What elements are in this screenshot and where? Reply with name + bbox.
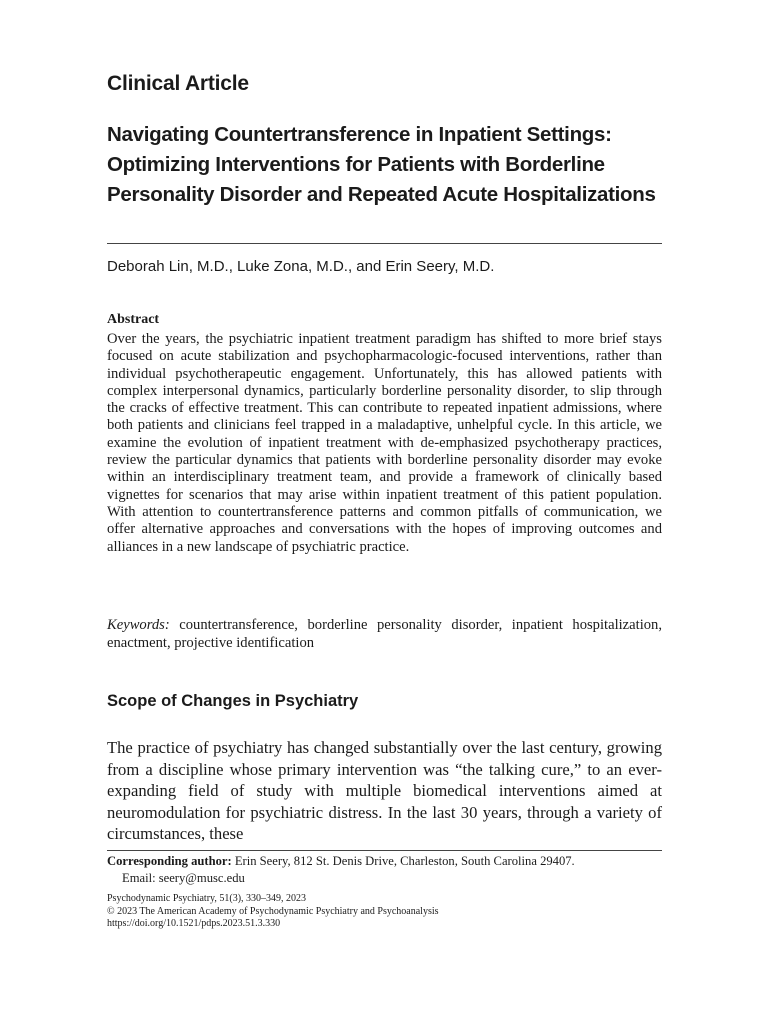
abstract-text: Over the years, the psychiatric inpatient treatment paradigm has shifted to more brief stays focused on acute stabilization and psychopharmacologic-focused interventions, rather than individual psychotherapeutic engagement. Unfortunately, this has allowed patients with complex interpersonal dynamics, particularly borderline personality disorder, to slip through the cracks of effective treatment. This can contribute to repeated inpatient admissions, where both patients and clinicians feel trapped in a maladaptive, unhelpful cycle. In this article, we examine the evolution of inpatient treatment with de-emphasized psychotherapy practices, review the particular dynamics that patients with borderline personality disorder may evoke within an interdisciplinary treatment team, and provide a framework of clinically based vignettes for scenarios that may arise within inpatient treatment of this patient population. With attention to countertransference patterns and common pitfalls of communication, we offer alternative approaches and conversations with the hopes of improving outcomes and alliances in a new landscape of psychiatric practice. <box>107 331 662 555</box>
journal-citation: Psychodynamic Psychiatry, 51(3), 330–349, 2023 <box>107 893 307 904</box>
journal-info <box>107 893 439 931</box>
corresponding-author-note <box>107 853 667 886</box>
keywords-label: Keywords: <box>107 617 170 633</box>
corresponding-email[interactable]: Email: seery@musc.edu <box>122 870 245 885</box>
title-divider <box>107 243 662 244</box>
section-heading: Scope of Changes in Psychiatry <box>107 692 359 710</box>
article-title: Navigating Countertransference in Inpatient Settings: Optimizing Interventions for Patients with Borderline Personality Disorder and Repeated Acute Hospitalizations <box>107 123 656 206</box>
corresponding-address: Erin Seery, 812 St. Denis Drive, Charleston, South Carolina 29407. <box>234 854 575 868</box>
body-paragraph: The practice of psychiatry has changed substantially over the last century, growing from a discipline whose primary intervention was “the talking cure,” to an ever-expanding field of study with multiple biomedical interventions aimed at neuromodulation for psychiatric distress. In the last 30 years, through a variety of circumstances, these <box>107 738 662 843</box>
article-type-label: Clinical Article <box>107 72 249 95</box>
corresponding-label: Corresponding author: <box>107 854 232 868</box>
author-list: Deborah Lin, M.D., Luke Zona, M.D., and Erin Seery, M.D. <box>107 258 495 275</box>
footnote-divider <box>107 850 662 851</box>
keywords <box>107 616 662 652</box>
doi-link[interactable]: https://doi.org/10.1521/pdps.2023.51.3.330 <box>107 918 281 929</box>
copyright-line: © 2023 The American Academy of Psychodynamic Psychiatry and Psychoanalysis <box>107 905 439 917</box>
keywords-text: countertransference, borderline personality disorder, inpatient hospitalization, enactment, projective identification <box>107 617 662 651</box>
abstract-heading: Abstract <box>107 312 160 327</box>
